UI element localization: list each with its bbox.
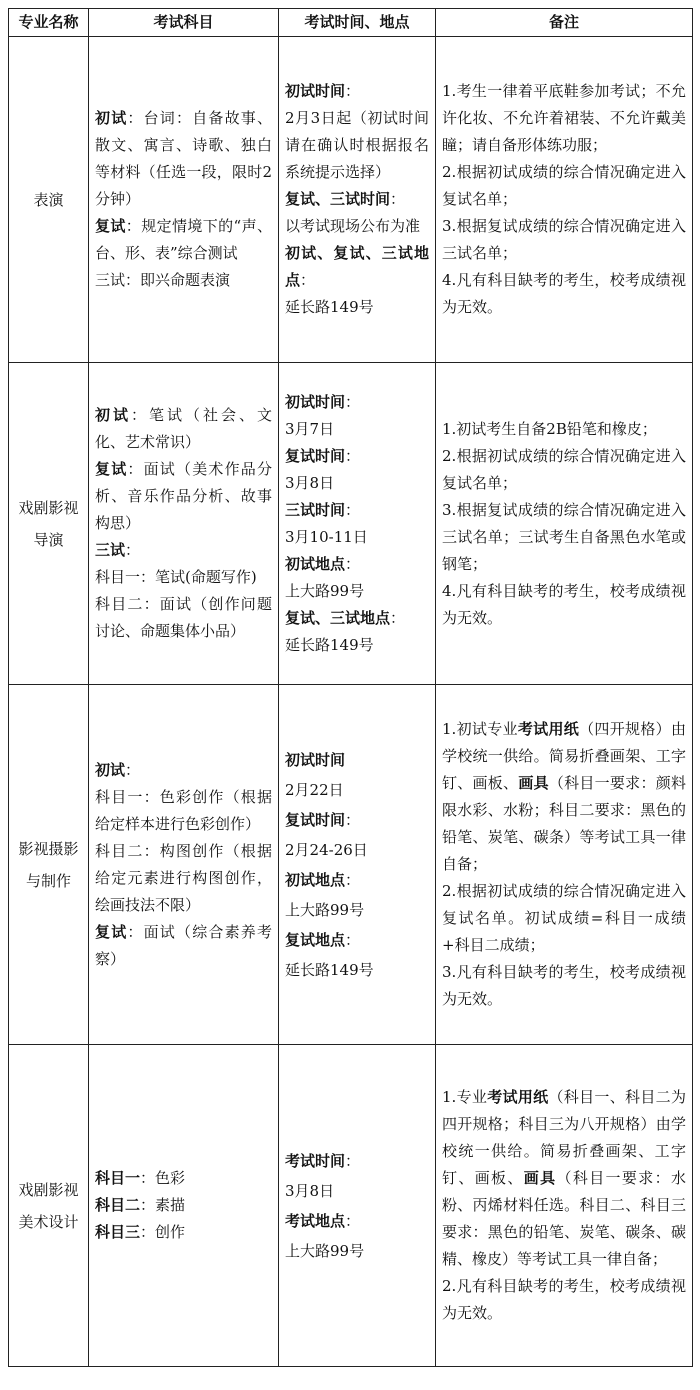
time-place-line-text: 3月7日 <box>285 419 335 438</box>
cell-notes <box>436 363 693 685</box>
cell-notes <box>436 685 693 1045</box>
time-place-line-label: 复试时间 <box>285 446 346 465</box>
time-place-line <box>285 1176 429 1206</box>
header-major: 专业名称 <box>9 9 89 37</box>
cell-subjects <box>89 685 279 1045</box>
time-place-line <box>285 470 429 497</box>
note-line <box>442 1084 686 1273</box>
time-place-line <box>285 745 429 775</box>
time-place-line-text: 3月8日 <box>285 1181 335 1200</box>
note-text: 1.专业 <box>442 1088 488 1106</box>
exam-schedule-table <box>8 8 693 1367</box>
cell-subjects <box>89 37 279 363</box>
subject-line-text: ：规定情境下的“声、台、形、表”综合测试 <box>95 217 272 262</box>
subject-line-label: 科目一 <box>95 1169 141 1187</box>
note-text: （四开规格）由学校统一供给。简易折叠画架、工字钉、画板、 <box>442 720 686 792</box>
time-place-line <box>285 835 429 865</box>
header-row <box>9 9 693 37</box>
time-place-line <box>285 213 429 240</box>
subject-line-text: 科目二：构图创作（根据给定元素进行构图创作，绘画技法不限） <box>95 841 272 914</box>
time-place-line-text: 3月8日 <box>285 473 335 492</box>
note-line: 1.初试考生自备2B铅笔和橡皮； <box>442 419 657 438</box>
time-place-line <box>285 443 429 470</box>
time-place-line-label: 初试时间 <box>285 392 346 411</box>
subject-line <box>95 1219 272 1246</box>
time-place-line-label: 复试时间 <box>285 810 346 829</box>
note-text: （科目一要求：水粉、丙烯材料任选。科目二、科目三要求：黑色的铅笔、炭笔、碳条、碳精、橡皮）等考试工具一律自备； <box>442 1169 686 1268</box>
note-line: 2.根据初试成绩的综合情况确定进入复试名单； <box>442 446 686 492</box>
subject-line-text: ：面试（美术作品分析、音乐作品分析、故事构思） <box>95 460 272 532</box>
time-place-line <box>285 294 429 321</box>
time-place-line-label: 复试、三试地点 <box>285 608 391 627</box>
cell-time-place <box>279 685 436 1045</box>
note-line: 3.根据复试成绩的综合情况确定进入三试名单； <box>442 217 686 262</box>
subject-line <box>95 105 272 213</box>
subject-line <box>95 1192 272 1219</box>
time-place-line <box>285 524 429 551</box>
note-line: 2.凡有科目缺考的考生，校考成绩视为无效。 <box>442 1277 686 1322</box>
time-place-line-text: 延长路149号 <box>285 960 374 979</box>
note-text: （科目一、科目二为四开规格；科目三为八开规格）由学校统一供给。简易折叠画架、工字钉、画板、 <box>442 1088 686 1187</box>
time-place-line-text: 2月22日 <box>285 780 344 799</box>
time-place-line <box>285 605 429 632</box>
time-place-line-label: 复试地点 <box>285 930 346 949</box>
time-place-line-text: 上大路99号 <box>285 900 365 919</box>
note-line: 2.根据初试成绩的综合情况确定进入复试名单； <box>442 163 686 208</box>
note-line: 2.根据初试成绩的综合情况确定进入复试名单。初试成绩=科目一成绩+科目二成绩； <box>442 882 686 954</box>
time-place-line-text: 延长路149号 <box>285 635 374 654</box>
cell-major <box>9 363 89 685</box>
note-bold: 画具 <box>518 774 549 792</box>
time-place-line-text: ： <box>345 500 361 519</box>
subject-line-text: ：面试（综合素养考察） <box>95 922 272 968</box>
time-place-line <box>285 389 429 416</box>
subject-line <box>95 213 272 267</box>
time-place-line-text: 2月24-26日 <box>285 840 368 859</box>
time-place-line-text: 延长路149号 <box>285 298 374 316</box>
time-place-line-text: ： <box>345 82 361 100</box>
time-place-line-text: ： <box>345 446 361 465</box>
time-place-line <box>285 78 429 105</box>
time-place-line <box>285 955 429 985</box>
cell-time-place <box>279 1045 436 1367</box>
major-name-line: 影视摄影 <box>18 839 79 858</box>
subject-line-text: ：色彩 <box>140 1169 186 1187</box>
time-place-line <box>285 925 429 955</box>
subject-line-text: 科目一：笔试(命题写作) <box>95 568 257 586</box>
time-place-line-label: 初试时间 <box>285 82 346 100</box>
cell-time-place <box>279 363 436 685</box>
time-place-line <box>285 416 429 443</box>
subject-line-label: 科目二 <box>95 1196 141 1214</box>
subject-line <box>95 757 272 784</box>
subject-line-text: ：台词：自备故事、散文、寓言、诗歌、独白等材料（任选一段，限时2分钟） <box>95 109 272 208</box>
time-place-line-text: ： <box>345 930 361 949</box>
table-row <box>9 37 693 363</box>
major-name-line: 美术设计 <box>18 1212 79 1231</box>
subject-line-label: 三试 <box>95 541 126 559</box>
time-place-line <box>285 240 429 294</box>
time-place-line <box>285 1236 429 1266</box>
major-name-line: 表演 <box>33 190 64 209</box>
table-row <box>9 1045 693 1367</box>
time-place-line <box>285 497 429 524</box>
cell-notes <box>436 37 693 363</box>
time-place-line-text: 3月10-11日 <box>285 527 368 546</box>
subject-line <box>95 537 272 564</box>
header-subjects: 考试科目 <box>89 9 279 37</box>
time-place-line-label: 初试时间 <box>285 750 346 769</box>
time-place-line-text: 以考试现场公布为准 <box>285 217 421 235</box>
time-place-line-text: ： <box>345 870 361 889</box>
time-place-line-text: 上大路99号 <box>285 581 365 600</box>
time-place-line <box>285 865 429 895</box>
subject-line-label: 初试 <box>95 109 128 127</box>
time-place-line <box>285 632 429 659</box>
subject-line <box>95 456 272 537</box>
subject-line <box>95 1165 272 1192</box>
subject-line-text: ：笔试（社会、文化、艺术常识） <box>95 406 272 451</box>
time-place-line-label: 初试、复试、三试地点 <box>285 244 429 289</box>
note-line: 4.凡有科目缺考的考生，校考成绩视为无效。 <box>442 271 686 316</box>
subject-line-label: 初试 <box>95 406 131 424</box>
subject-line-text: ： <box>125 541 141 559</box>
time-place-line <box>285 1206 429 1236</box>
subject-line-text: 科目一：色彩创作（根据给定样本进行色彩创作） <box>95 787 272 833</box>
major-name-line: 与制作 <box>25 871 71 890</box>
subject-line <box>95 267 272 294</box>
time-place-line <box>285 775 429 805</box>
subject-line <box>95 402 272 456</box>
time-place-line-text: 2月3日起（初试时间请在确认时根据报名系统提示选择） <box>285 109 429 181</box>
note-line <box>442 716 686 878</box>
time-place-line-text: ： <box>345 1211 361 1230</box>
major-name-line: 戏剧影视 <box>18 1180 79 1199</box>
time-place-line <box>285 895 429 925</box>
subject-line <box>95 564 272 591</box>
subject-line <box>95 591 272 645</box>
cell-subjects <box>89 1045 279 1367</box>
subject-line <box>95 838 272 919</box>
time-place-line <box>285 1146 429 1176</box>
subject-line <box>95 919 272 973</box>
subject-line-label: 科目三 <box>95 1223 141 1241</box>
time-place-line <box>285 805 429 835</box>
major-name-line: 戏剧影视 <box>18 498 79 517</box>
time-place-line-text: ： <box>390 608 406 627</box>
note-text: （科目一要求：颜料限水彩、水粉；科目二要求：黑色的铅笔、炭笔、碳条）等考试工具一律自备； <box>442 774 686 873</box>
subject-line-text: ： <box>125 760 141 779</box>
cell-major <box>9 1045 89 1367</box>
subject-line <box>95 784 272 838</box>
time-place-line <box>285 578 429 605</box>
time-place-line-label: 初试地点 <box>285 554 346 573</box>
time-place-line-text: ： <box>345 1151 361 1170</box>
subject-line-text: 三试：即兴命题表演 <box>95 271 231 289</box>
note-line: 3.根据复试成绩的综合情况确定进入三试名单；三试考生自备黑色水笔或钢笔； <box>442 500 686 573</box>
note-bold: 画具 <box>523 1169 557 1187</box>
time-place-line-label: 考试时间 <box>285 1151 346 1170</box>
subject-line-text: ：素描 <box>140 1196 186 1214</box>
note-bold: 考试用纸 <box>487 1088 549 1106</box>
header-time-place: 考试时间、地点 <box>279 9 436 37</box>
cell-major <box>9 37 89 363</box>
cell-subjects <box>89 363 279 685</box>
table-row <box>9 685 693 1045</box>
note-line: 3.凡有科目缺考的考生，校考成绩视为无效。 <box>442 963 686 1008</box>
cell-time-place <box>279 37 436 363</box>
time-place-line-text: ： <box>390 190 406 208</box>
subject-line-label: 复试 <box>95 460 128 478</box>
header-notes: 备注 <box>436 9 693 37</box>
subject-line-label: 复试 <box>95 922 128 941</box>
time-place-line <box>285 551 429 578</box>
time-place-line-text: ： <box>300 271 316 289</box>
note-line: 1.考生一律着平底鞋参加考试；不允许化妆、不允许着裙装、不允许戴美瞳；请自备形体练功服； <box>442 82 686 154</box>
note-text: 1.初试专业 <box>442 720 518 738</box>
time-place-line <box>285 186 429 213</box>
cell-notes <box>436 1045 693 1367</box>
cell-major <box>9 685 89 1045</box>
major-name-line: 导演 <box>33 530 64 549</box>
time-place-line-label: 复试、三试时间 <box>285 190 391 208</box>
time-place-line <box>285 105 429 186</box>
subject-line-label: 初试 <box>95 760 126 779</box>
time-place-line-label: 三试时间 <box>285 500 346 519</box>
subject-line-label: 复试 <box>95 217 126 235</box>
time-place-line-text: ： <box>345 554 361 573</box>
note-bold: 考试用纸 <box>517 720 580 738</box>
subject-line-text: ：创作 <box>140 1223 186 1241</box>
table-row <box>9 363 693 685</box>
note-line: 4.凡有科目缺考的考生，校考成绩视为无效。 <box>442 581 686 627</box>
time-place-line-text: 上大路99号 <box>285 1241 365 1260</box>
time-place-line-text: ： <box>345 810 361 829</box>
time-place-line-label: 考试地点 <box>285 1211 346 1230</box>
time-place-line-label: 初试地点 <box>285 870 346 889</box>
subject-line-text: 科目二：面试（创作问题讨论、命题集体小品） <box>95 595 272 640</box>
time-place-line-text: ： <box>345 392 361 411</box>
